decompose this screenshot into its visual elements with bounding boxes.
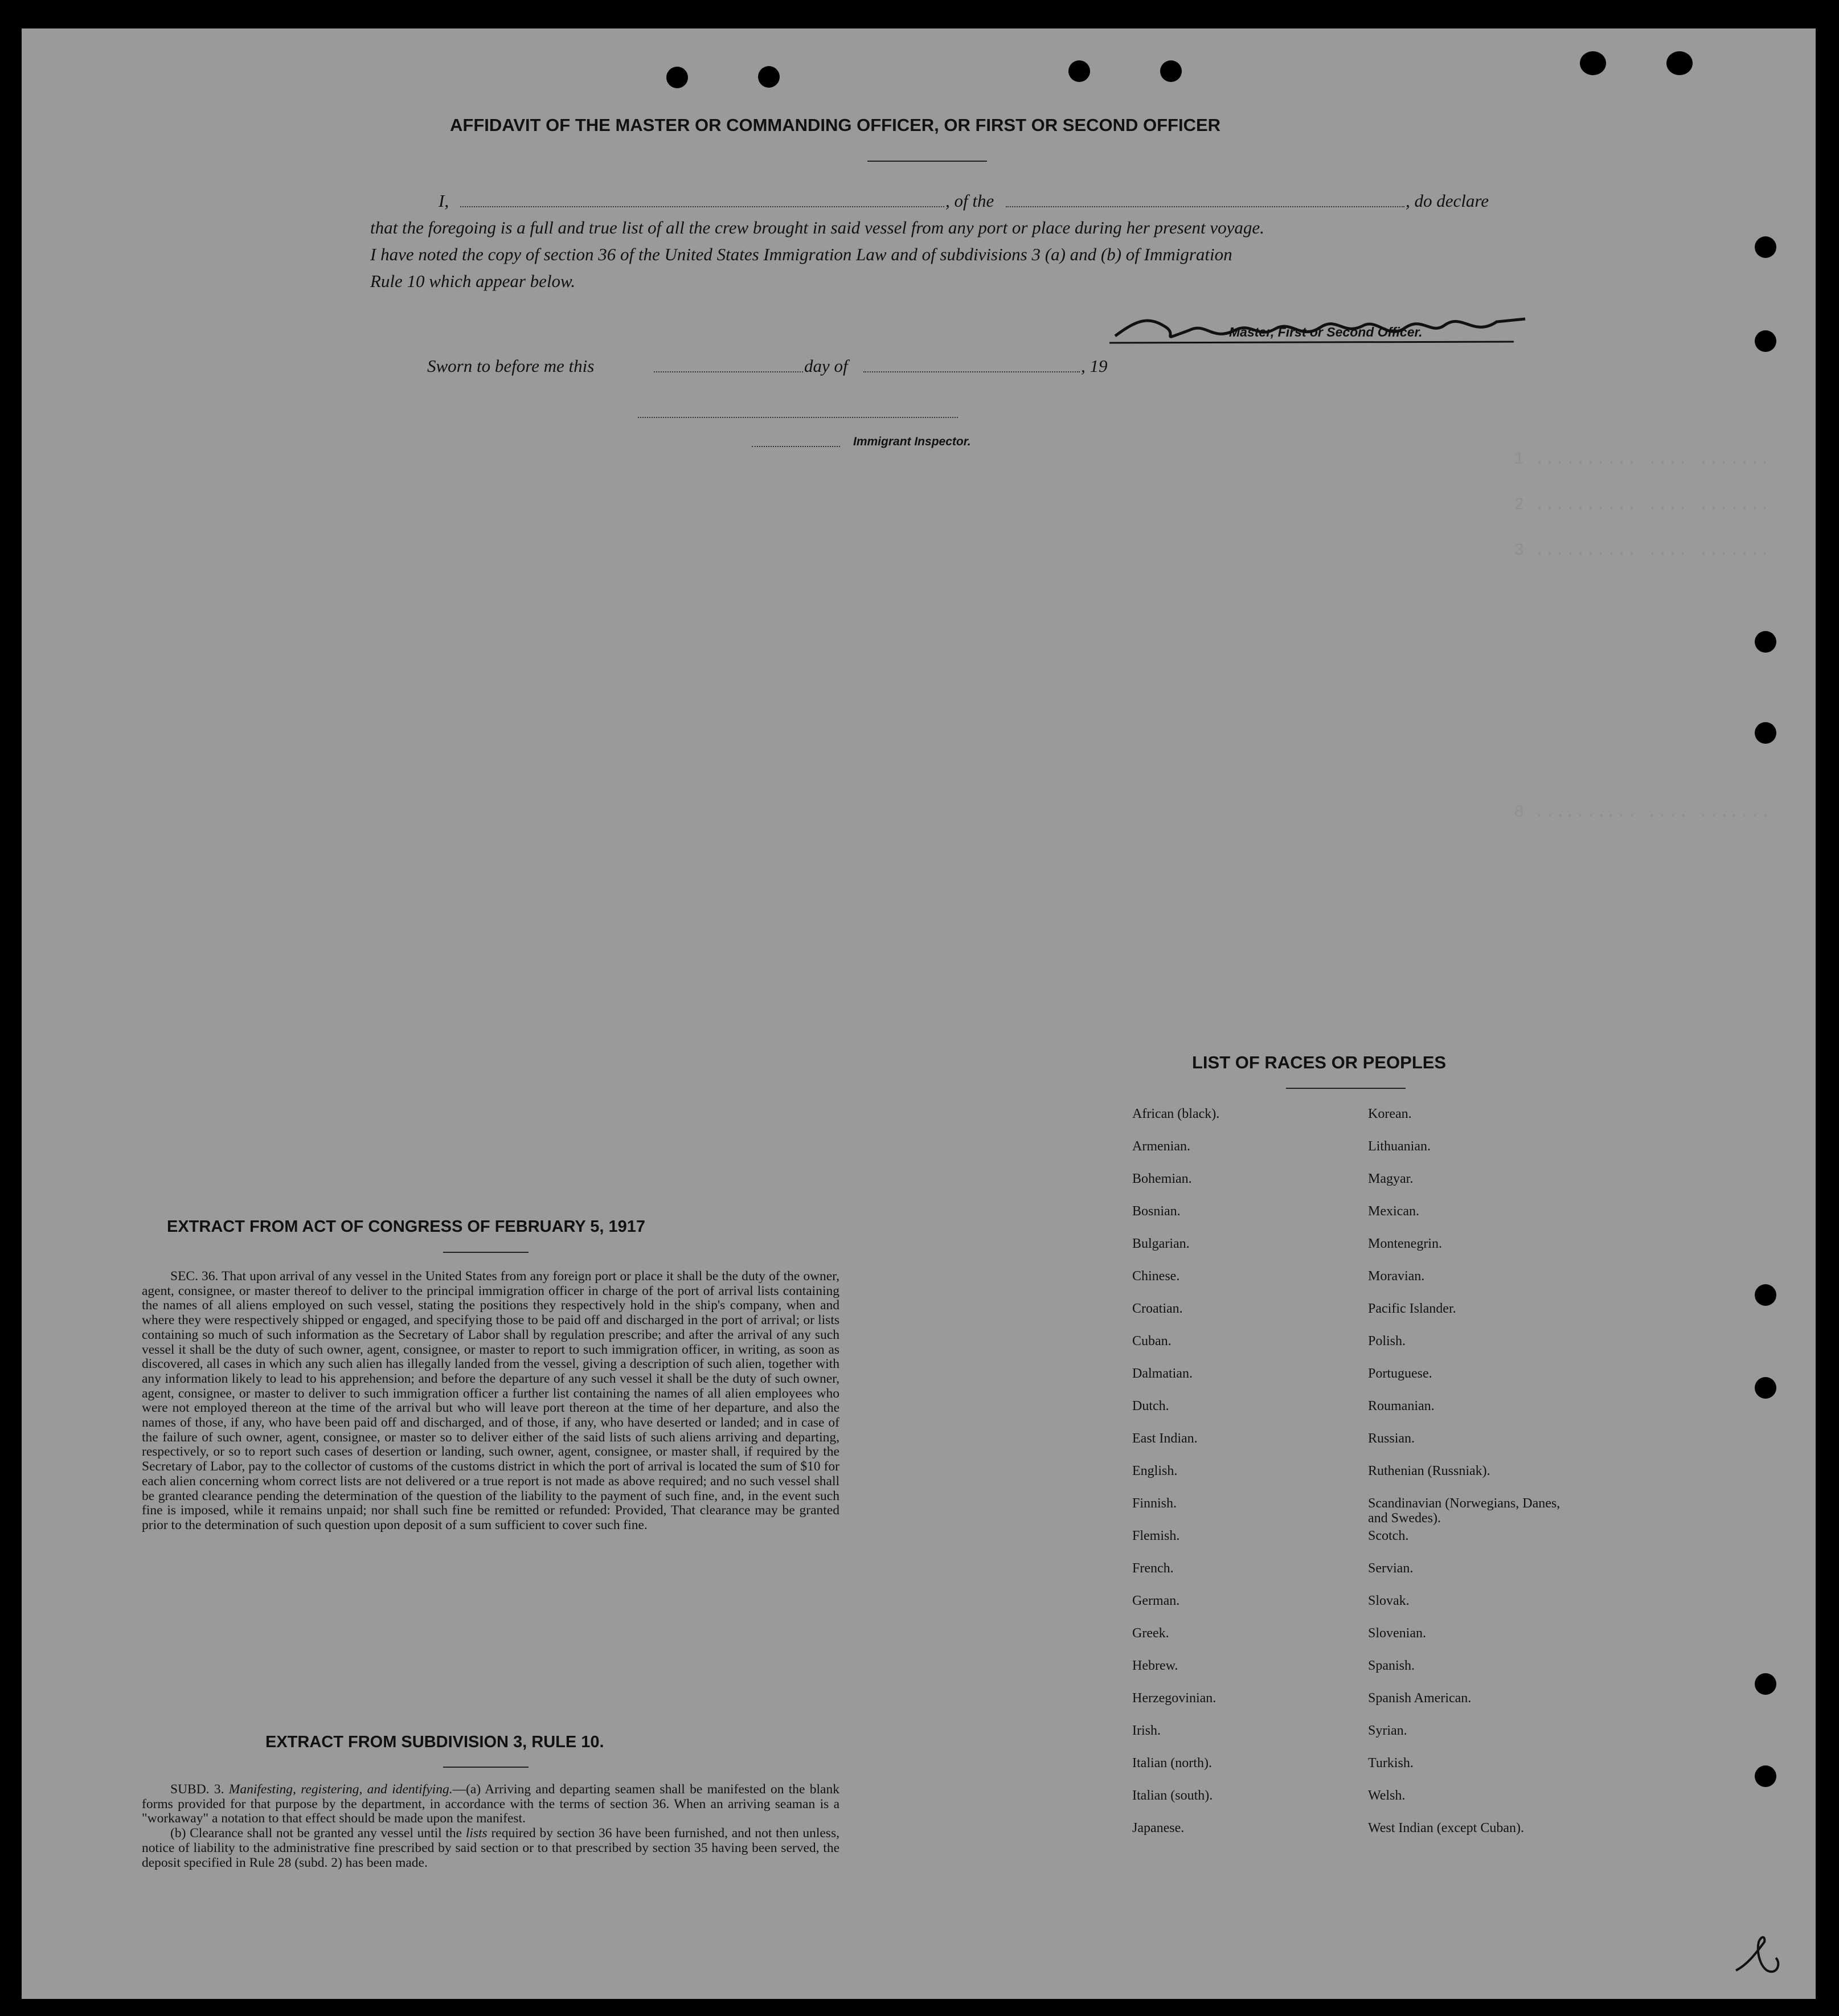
race-item: Korean. (1368, 1107, 1412, 1121)
inspector-blank[interactable] (752, 446, 840, 447)
punch-hole (1755, 631, 1776, 653)
bleed-through-2: 2 .......... .... ....... (1514, 495, 1771, 515)
race-item: Turkish. (1368, 1756, 1414, 1771)
race-item: Ruthenian (Russniak). (1368, 1464, 1490, 1478)
sworn-text: Sworn to before me this (427, 356, 595, 376)
race-item: Croatian. (1132, 1301, 1183, 1316)
punch-hole (1755, 1284, 1776, 1306)
extract-act-rule (443, 1252, 529, 1253)
bleed-through-4: 8 .......... .... ....... (1514, 803, 1771, 822)
race-item: African (black). (1132, 1107, 1220, 1121)
race-item: Italian (south). (1132, 1788, 1213, 1803)
paragraph-a-heading: Manifesting, registering, and identifying. (228, 1782, 453, 1797)
race-item: East Indian. (1132, 1431, 1198, 1446)
race-item: Bulgarian. (1132, 1236, 1190, 1251)
race-item: Bosnian. (1132, 1204, 1181, 1219)
race-item: Cuban. (1132, 1334, 1172, 1349)
race-item: Slovak. (1368, 1593, 1410, 1608)
race-item: Magyar. (1368, 1171, 1414, 1186)
races-title: LIST OF RACES OR PEOPLES (1192, 1052, 1447, 1072)
day-of-text: day of (804, 356, 848, 376)
paragraph-a (142, 1783, 839, 1826)
punch-hole (1755, 1673, 1776, 1695)
race-item: Portuguese. (1368, 1366, 1432, 1381)
race-item: Pacific Islander. (1368, 1301, 1456, 1316)
races-left-column (1132, 1107, 1219, 1853)
punch-hole (1755, 1765, 1776, 1787)
affidavit-of-the: , of the (945, 191, 994, 211)
race-item: West Indian (except Cuban). (1368, 1821, 1524, 1835)
race-item: Flemish. (1132, 1529, 1180, 1543)
race-item: Finnish. (1132, 1496, 1177, 1511)
race-item: Spanish American. (1368, 1691, 1472, 1706)
extract-rule-rule (443, 1767, 529, 1768)
paragraph-a-body: —(a) Arriving and departing seamen shall be manifested on the blank forms provided for that purpose by the department, in accordance with the terms of section 36. When an arriving seaman is a "workaway" a notation to that effect should be made upon the manifest. (142, 1782, 839, 1826)
paragraph-b-lead: (b) Clearance shall not be granted any vessel until the (170, 1826, 466, 1841)
race-item: French. (1132, 1561, 1174, 1576)
affidavit-line-2: that the foregoing is a full and true list of all the crew brought in said vessel from any port or place during her present voyage. (370, 218, 1264, 237)
race-item: Moravian. (1368, 1269, 1425, 1284)
vessel-blank[interactable] (1006, 206, 1404, 207)
race-item: Spanish. (1368, 1658, 1415, 1673)
affidavit-declare: , do declare (1406, 191, 1489, 211)
paragraph-a-lead: SUBD. 3. (170, 1782, 229, 1797)
paragraph-b-body: required by section 36 have been furnished, and not then unless, notice of liability to the administrative fine prescribed by said section or to that prescribed by section 35 having been served, the deposit specified in Rule 28 (subd. 2) has been made. (142, 1826, 839, 1870)
signature-label: Master, First or Second Officer. (1229, 325, 1423, 339)
race-item: Greek. (1132, 1626, 1169, 1641)
punch-hole (1068, 60, 1090, 82)
punch-hole (1755, 330, 1776, 352)
affidavit-line-3: I have noted the copy of section 36 of the United States Immigration Law and of subdivisions 3 (a) and (b) of Immigration (370, 244, 1232, 264)
race-item: Polish. (1368, 1334, 1406, 1349)
affidavit-title: AFFIDAVIT OF THE MASTER OR COMMANDING OFFICER, OR FIRST OR SECOND OFFICER (450, 115, 1221, 135)
race-item: Syrian. (1368, 1723, 1407, 1738)
race-item: English. (1132, 1464, 1178, 1478)
punch-hole (666, 67, 688, 88)
handwritten-mark (1730, 1931, 1787, 1982)
name-blank[interactable] (460, 206, 944, 207)
paragraph-b (142, 1826, 839, 1870)
affidavit-rule (867, 161, 987, 162)
punch-hole (1755, 1377, 1776, 1399)
race-item: Scotch. (1368, 1529, 1409, 1543)
affidavit-line-4: Rule 10 which appear below. (370, 271, 576, 291)
race-item: Montenegrin. (1368, 1236, 1442, 1251)
subdivision-3-text (142, 1783, 839, 1870)
race-item: Slovenian. (1368, 1626, 1426, 1641)
race-item: Dutch. (1132, 1399, 1169, 1413)
punch-hole (1160, 60, 1182, 82)
punch-hole (1755, 236, 1776, 258)
punch-hole (1580, 51, 1606, 75)
race-item: Welsh. (1368, 1788, 1406, 1803)
race-item: Servian. (1368, 1561, 1414, 1576)
day-blank[interactable] (654, 371, 803, 372)
races-rule (1286, 1088, 1406, 1089)
punch-hole (1666, 51, 1693, 75)
race-item: Hebrew. (1132, 1658, 1178, 1673)
race-item: Scandinavian (Norwegians, Danes, and Swedes). (1368, 1496, 1561, 1526)
affidavit-i: I, (439, 191, 449, 211)
race-item: Russian. (1368, 1431, 1415, 1446)
race-item: Armenian. (1132, 1139, 1190, 1154)
bleed-through-1: 1 .......... .... ....... (1514, 450, 1771, 469)
race-item: German. (1132, 1593, 1180, 1608)
document-page (22, 28, 1816, 1999)
inspector-label: Immigrant Inspector. (853, 435, 971, 448)
year-text: , 19 (1081, 356, 1108, 376)
bleed-through-3: 3 .......... .... ....... (1514, 541, 1771, 560)
extract-rule-title: EXTRACT FROM SUBDIVISION 3, RULE 10. (265, 1733, 604, 1751)
race-item: Japanese. (1132, 1821, 1185, 1835)
punch-hole (1755, 722, 1776, 744)
race-item: Italian (north). (1132, 1756, 1212, 1771)
section-36-text: SEC. 36. That upon arrival of any vessel in the United States from any foreign port or place it shall be the duty of the owner, agent, consignee, or master thereof to deliver to the principal immigration officer in charge of the port of arrival lists containing the names of all aliens employed on such vessel, stating the positions they respectively hold in the ship's company, when and where they were respectively shipped or engaged, and specifying those to be paid off and discharged in the port of arrival; or lists containing so much of such information as the Secretary of Labor shall by regulation prescribe; and after the arrival of any such vessel it shall be the duty of such owner, agent, consignee, or master to report to such immigration officer, in writing, as soon as discovered, all cases in which any such alien has illegally landed from the vessel, giving a description of such alien, together with any information likely to lead to his apprehension; and before the departure of any such vessel it shall be the duty of such owner, agent, consignee, or master to deliver to such immigration officer a further list containing the names of all alien employees who were not employed thereon at the time of the arrival but who will leave port thereon at the time of her departure, and also the names of those, if any, who have been paid off and discharged, and of those, if any, who have deserted or landed; and in case of the failure of such owner, agent, consignee, or master so to deliver either of the said lists of such aliens arriving and departing, respectively, or so to report such cases of desertion or landing, such owner, agent, consignee, or master shall, if required by the Secretary of Labor, pay to the collector of customs of the customs district in which the port of arrival is located the sum of $10 for each alien concerning whom correct lists are not delivered or a true report is not made as above required; and no such vessel shall be granted clearance pending the determination of the question of the liability to the payment of such fine, and, in the event such fine is imposed, while it remains unpaid; nor shall such fine be remitted or refunded: Provided, That clearance may be granted prior to the determination of such question upon deposit of a sum sufficient to cover such fine. (142, 1269, 839, 1533)
race-item: Mexican. (1368, 1204, 1419, 1219)
race-item: Chinese. (1132, 1269, 1180, 1284)
races-right-column (1368, 1107, 1573, 1853)
paragraph-b-italic: lists (465, 1826, 488, 1841)
race-item: Irish. (1132, 1723, 1161, 1738)
punch-hole (758, 66, 780, 88)
race-item: Herzegovinian. (1132, 1691, 1217, 1706)
inspector-signature-blank[interactable] (638, 417, 958, 418)
month-blank[interactable] (863, 371, 1080, 372)
race-item: Lithuanian. (1368, 1139, 1431, 1154)
extract-act-title: EXTRACT FROM ACT OF CONGRESS OF FEBRUARY 5, 1917 (167, 1218, 646, 1236)
race-item: Roumanian. (1368, 1399, 1435, 1413)
race-item: Dalmatian. (1132, 1366, 1193, 1381)
race-item: Bohemian. (1132, 1171, 1192, 1186)
